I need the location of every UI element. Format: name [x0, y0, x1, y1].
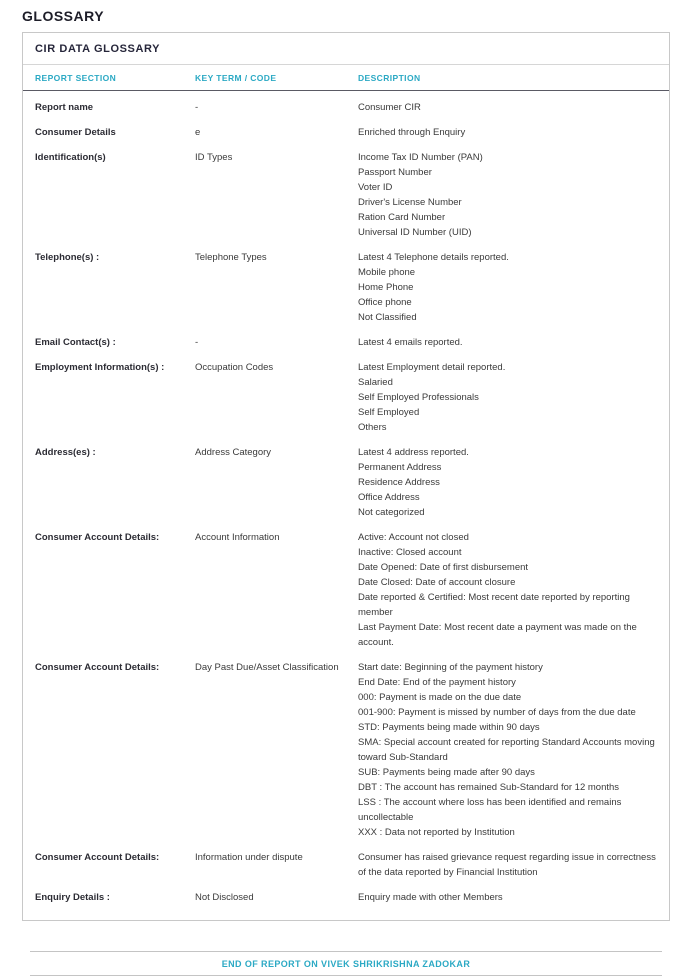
description-line: 000: Payment is made on the due date — [358, 692, 522, 703]
report-footer — [30, 951, 662, 976]
description-line: XXX : Data not reported by Institution — [358, 827, 515, 838]
row-description — [358, 530, 657, 650]
table-row — [23, 525, 669, 655]
description-line: Date reported & Certified: Most recent date reported by reporting member — [358, 592, 630, 618]
description-line: Consumer CIR — [358, 102, 421, 113]
table-row — [23, 885, 669, 910]
table-title: CIR DATA GLOSSARY — [23, 33, 669, 65]
description-line: SMA: Special account created for reporting Standard Accounts moving toward Sub-Standard — [358, 737, 655, 763]
description-line: Home Phone — [358, 282, 414, 293]
description-line: STD: Payments being made within 90 days — [358, 722, 540, 733]
row-key-term-code: - — [195, 337, 199, 348]
row-description — [358, 360, 657, 435]
description-line: 001-900: Payment is missed by number of days from the due date — [358, 707, 636, 718]
description-line: Salaried — [358, 377, 393, 388]
description-line: Latest Employment detail reported. — [358, 362, 506, 373]
description-line: Voter ID — [358, 182, 393, 193]
row-key-term-code: Information under dispute — [195, 852, 303, 863]
table-row — [23, 330, 669, 355]
row-description — [358, 250, 657, 325]
table-row — [23, 245, 669, 330]
table-row — [23, 120, 669, 145]
row-key-term-code: Not Disclosed — [195, 892, 254, 903]
row-report-section: Telephone(s) : — [35, 252, 100, 263]
table-row — [23, 845, 669, 885]
description-line: Not categorized — [358, 507, 425, 518]
end-of-report-text: END OF REPORT ON VIVEK SHRIKRISHNA ZADOKAR — [221, 959, 471, 969]
description-line: Not Classified — [358, 312, 417, 323]
row-description — [358, 100, 657, 115]
description-line: Others — [358, 422, 387, 433]
row-key-term-code: Address Category — [195, 447, 272, 458]
glossary-table — [22, 32, 670, 921]
row-description — [358, 335, 657, 350]
description-line: Passport Number — [358, 167, 432, 178]
column-header-key-term-code: KEY TERM / CODE — [195, 73, 277, 83]
description-line: Latest 4 address reported. — [358, 447, 469, 458]
row-report-section: Consumer Details — [35, 127, 116, 138]
row-description — [358, 445, 657, 520]
column-headers — [23, 65, 669, 91]
row-key-term-code: e — [195, 127, 201, 138]
description-line: Latest 4 Telephone details reported. — [358, 252, 509, 263]
description-line: Income Tax ID Number (PAN) — [358, 152, 483, 163]
description-line: End Date: End of the payment history — [358, 677, 516, 688]
row-report-section: Consumer Account Details: — [35, 532, 160, 543]
description-line: Ration Card Number — [358, 212, 446, 223]
description-line: Enriched through Enquiry — [358, 127, 466, 138]
row-key-term-code: Occupation Codes — [195, 362, 274, 373]
description-line: Enquiry made with other Members — [358, 892, 503, 903]
description-line: Consumer has raised grievance request regarding issue in correctness of the data reported by Financial Institution — [358, 852, 656, 878]
row-report-section: Address(es) : — [35, 447, 96, 458]
description-line: Residence Address — [358, 477, 440, 488]
description-line: Inactive: Closed account — [358, 547, 462, 558]
row-report-section: Email Contact(s) : — [35, 337, 116, 348]
row-key-term-code: Telephone Types — [195, 252, 267, 263]
column-header-report-section: REPORT SECTION — [35, 73, 117, 83]
table-row — [23, 655, 669, 845]
row-report-section: Identification(s) — [35, 152, 106, 163]
row-description — [358, 890, 657, 905]
table-row — [23, 355, 669, 440]
description-line: Driver's License Number — [358, 197, 462, 208]
row-report-section: Enquiry Details : — [35, 892, 110, 903]
column-header-description: DESCRIPTION — [358, 73, 421, 83]
row-key-term-code: ID Types — [195, 152, 233, 163]
row-description — [358, 125, 657, 140]
description-line: Universal ID Number (UID) — [358, 227, 472, 238]
description-line: Last Payment Date: Most recent date a payment was made on the account. — [358, 622, 637, 648]
description-line: Self Employed Professionals — [358, 392, 479, 403]
description-line: Active: Account not closed — [358, 532, 469, 543]
description-line: Office Address — [358, 492, 420, 503]
row-key-term-code: Account Information — [195, 532, 280, 543]
description-line: Start date: Beginning of the payment history — [358, 662, 543, 673]
row-report-section: Consumer Account Details: — [35, 662, 160, 673]
description-line: LSS : The account where loss has been identified and remains uncollectable — [358, 797, 622, 823]
description-line: Office phone — [358, 297, 412, 308]
row-report-section: Report name — [35, 102, 94, 113]
description-line: Permanent Address — [358, 462, 442, 473]
description-line: Latest 4 emails reported. — [358, 337, 463, 348]
row-key-term-code: - — [195, 102, 199, 113]
description-line: Mobile phone — [358, 267, 416, 278]
row-key-term-code: Day Past Due/Asset Classification — [195, 662, 339, 673]
page-title: GLOSSARY — [22, 8, 105, 24]
table-row — [23, 95, 669, 120]
description-line: Date Opened: Date of first disbursement — [358, 562, 529, 573]
glossary-rows — [23, 91, 669, 920]
table-row — [23, 440, 669, 525]
row-description — [358, 150, 657, 240]
row-report-section: Employment Information(s) : — [35, 362, 165, 373]
table-row — [23, 145, 669, 245]
description-line: DBT : The account has remained Sub-Standard for 12 months — [358, 782, 620, 793]
description-line: Self Employed — [358, 407, 420, 418]
row-description — [358, 850, 657, 880]
description-line: Date Closed: Date of account closure — [358, 577, 516, 588]
row-report-section: Consumer Account Details: — [35, 852, 160, 863]
row-description — [358, 660, 657, 840]
description-line: SUB: Payments being made after 90 days — [358, 767, 535, 778]
